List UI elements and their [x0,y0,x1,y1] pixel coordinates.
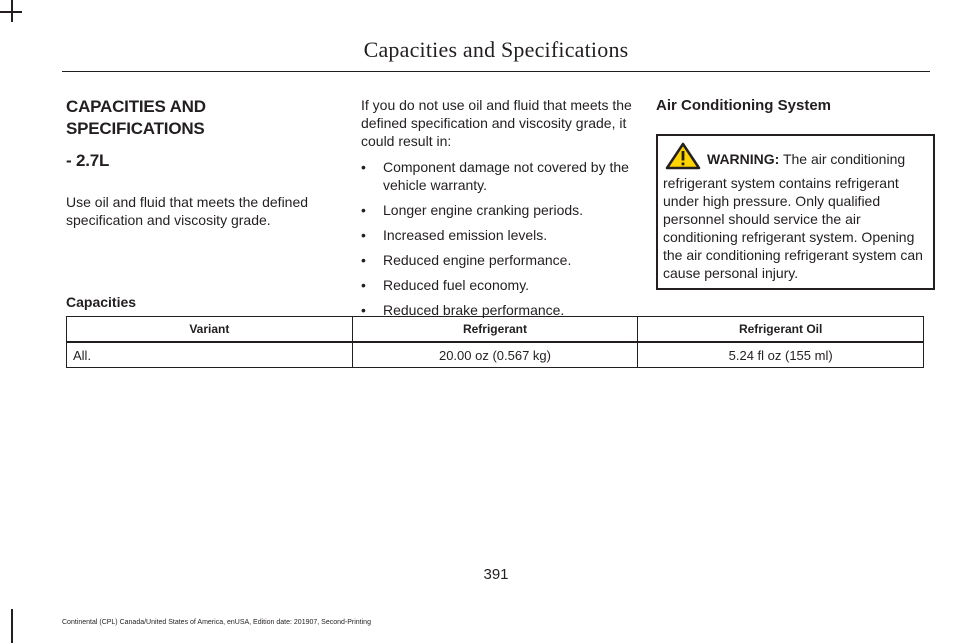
footer-edition-info: Continental (CPL) Canada/United States of America, enUSA, Edition date: 201907, Second-Printing [62,619,371,626]
warning-label: WARNING: [707,151,780,167]
warning-text: The air conditioning refrigerant system contains refrigerant under high pressure. Only qualified personnel should service the air conditioning refrigerant system. Opening the air conditioning refrigerant system can cause personal injury. [663,151,923,281]
capacities-table [66,316,924,368]
capacities-label: Capacities [66,294,137,310]
crop-mark-top-left-horizontal [0,11,22,13]
section-heading-continued: - 2.7L [66,151,110,170]
table-cell-refrigerant-oil: 5.24 fl oz (155 ml) [638,342,924,368]
table-cell-variant: All. [67,342,353,368]
warning-box [656,134,935,290]
consequences-list [361,158,637,319]
bullet-icon: • [361,277,366,293]
list-item [361,201,637,219]
column-1 [66,96,342,229]
title-rule [62,71,930,72]
list-item [361,251,637,269]
bullet-icon: • [361,227,366,243]
bullet-icon: • [361,302,366,318]
list-item [361,158,637,194]
page-title: Capacities and Specifications [363,37,629,62]
crop-mark-bottom-left-vertical [11,609,13,643]
page-number: 391 [483,566,509,583]
list-item-text: Reduced fuel economy. [383,277,530,293]
column-header-refrigerant: Refrigerant [352,317,638,343]
table-row [67,342,924,368]
list-item [361,226,637,244]
bullet-icon: • [361,159,366,175]
consequences-intro: If you do not use oil and fluid that meets the defined specification and viscosity grade, it could result in: [361,97,632,149]
list-item-text: Component damage not covered by the vehicle warranty. [383,159,629,193]
column-3 [656,96,926,290]
column-2 [361,96,637,326]
table-header-row [67,317,924,343]
list-item-text: Reduced engine performance. [383,252,572,268]
list-item-text: Longer engine cranking periods. [383,202,584,218]
intro-paragraph: Use oil and fluid that meets the defined specification and viscosity grade. [66,194,309,228]
warning-triangle-icon [665,142,701,174]
column-header-variant: Variant [67,317,353,343]
column-header-refrigerant-oil: Refrigerant Oil [638,317,924,343]
list-item-text: Reduced brake performance. [383,302,565,318]
bullet-icon: • [361,202,366,218]
list-item [361,276,637,294]
list-item-text: Increased emission levels. [383,227,548,243]
section-subheading: Air Conditioning System [656,97,832,114]
bullet-icon: • [361,252,366,268]
section-heading: CAPACITIES AND SPECIFICATIONS [66,97,206,138]
table-cell-refrigerant: 20.00 oz (0.567 kg) [352,342,638,368]
